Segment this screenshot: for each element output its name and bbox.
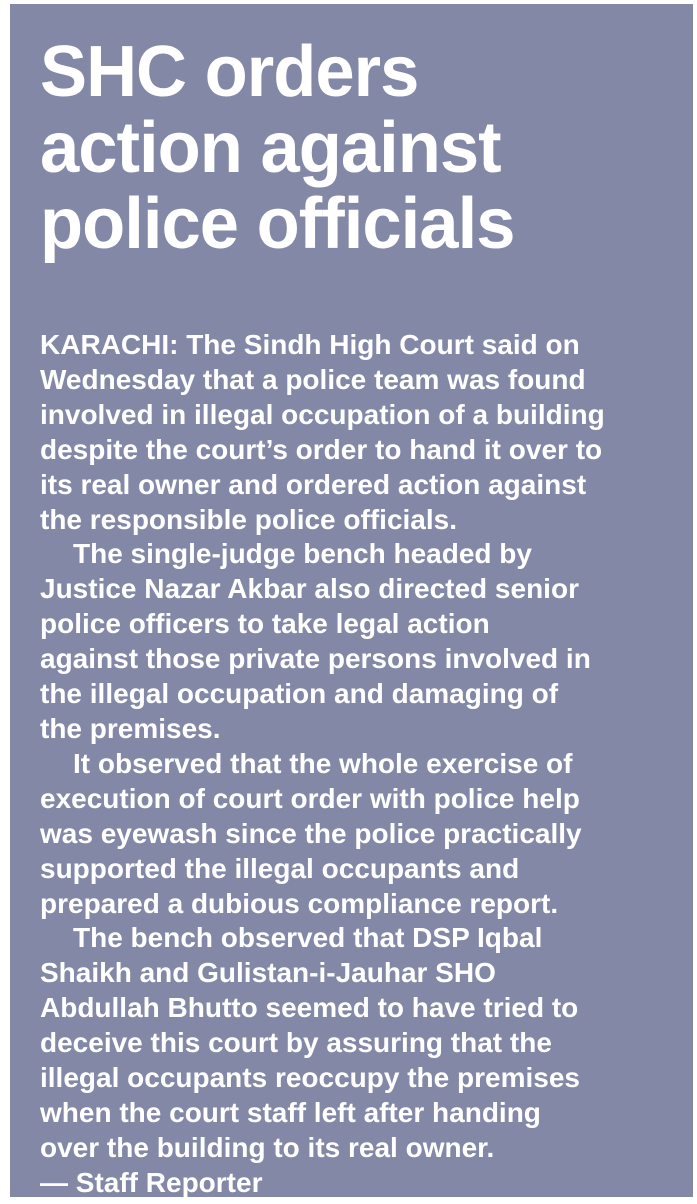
body-line: despite the court’s order to hand it over to [40,433,603,465]
body-line: The single-judge bench headed by [73,538,532,570]
news-box [10,4,693,1197]
body-line: Shaikh and Gulistan-i-Jauhar SHO [40,957,496,989]
body-line: over the building to its real owner. [40,1131,495,1163]
body-line: prepared a dubious compliance report. [40,887,559,919]
headline [40,34,667,262]
body-line: KARACHI: The Sindh High Court said on [40,329,580,360]
body-line: supported the illegal occupants and [40,852,520,884]
headline-line: action against [40,108,501,188]
paragraph-dateline [40,328,673,537]
body-line: against those private persons involved in [40,643,591,675]
paragraph-dsp [40,921,673,1165]
body-line: Justice Nazar Akbar also directed senior [40,573,579,605]
body-line: illegal occupants reoccupy the premises [40,1062,580,1094]
body-line: Wednesday that a police team was found [40,363,586,395]
byline: — Staff Reporter [40,1166,263,1198]
paragraph-observation [40,747,673,922]
body-line: police officers to take legal action [40,608,490,640]
body-line: the premises. [40,712,221,744]
body-line: execution of court order with police help [40,782,580,814]
headline-line: SHC orders [40,32,419,112]
headline-line: police officials [40,184,515,264]
body-line: the responsible police officials. [40,503,457,535]
body-line: Abdullah Bhutto seemed to have tried to [40,992,579,1024]
paragraph-bench [40,537,673,746]
body-line: was eyewash since the police practically [40,817,582,849]
body-line: its real owner and ordered action against [40,468,587,500]
article-body [40,328,673,1201]
body-line: when the court staff left after handing [40,1096,541,1128]
body-line: involved in illegal occupation of a building [40,398,605,430]
body-line: deceive this court by assuring that the [40,1027,552,1059]
body-line: The bench observed that DSP Iqbal [73,922,543,954]
body-line: the illegal occupation and damaging of [40,678,559,710]
body-line: It observed that the whole exercise of [73,747,573,779]
